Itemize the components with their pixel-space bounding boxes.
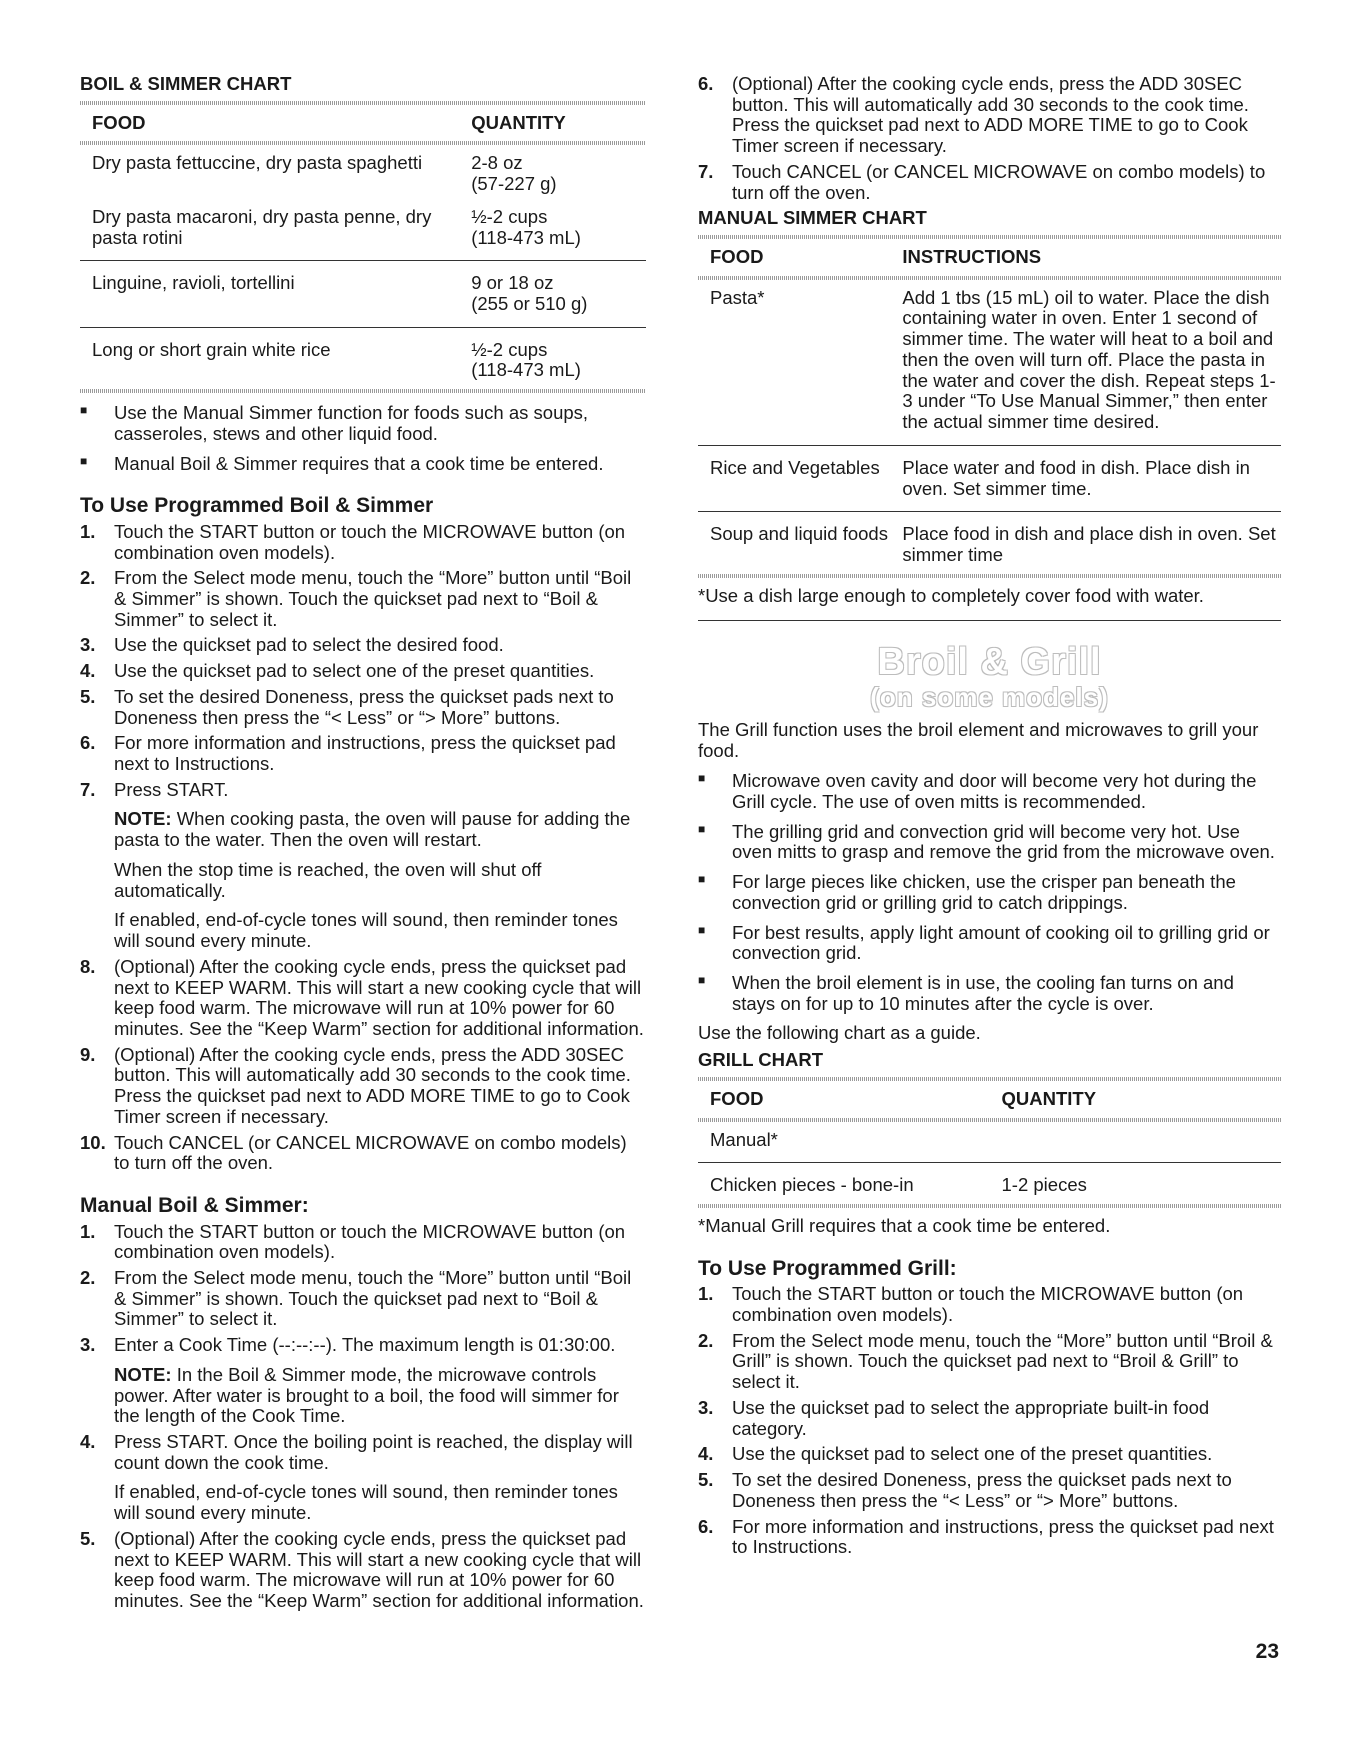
note-text: NOTE: In the Boil & Simmer mode, the microwave controls power. After water is brought to a boil, the food will simmer for the length of the Cook Time. [114,1363,619,1427]
list-item: 2. From the Select mode menu, touch the “More” button until “Boil & Simmer” is shown. Touch the quickset pad next to “Boil & Simmer” to select it. [80,567,632,630]
section-subtitle: (on some models) [870,682,1109,713]
chart-divider [80,389,646,393]
list-item: 2. From the Select mode menu, touch the “More” button until “Boil & Simmer” is shown. Touch the quickset pad next to “Boil & Simmer” to select it. [80,1266,632,1330]
note-text: NOTE: When cooking pasta, the oven will pause for adding the pasta to the water. Then the oven will restart. [114,808,631,851]
quantity-cell [990,1122,1282,1163]
col-header-quantity: QUANTITY [471,111,566,133]
list-item: 7. Press START. NOTE: When cooking pasta, the oven will pause for adding the pasta to the water. Then the oven will restart. When the stop time is reached, the oven will shut off automatically. If enabled, end-of-cycle tones will sound, then reminder tones will sound every minute. [80,780,646,952]
list-item: ■ Use the Manual Simmer function for foods such as soups, casseroles, stews and other liquid food. [80,403,646,444]
section-title: Broil & Grill [877,641,1102,684]
boil-chart-title: BOIL & SIMMER CHART [80,73,292,94]
quantity-cell: 2-8 oz (57-227 g) [471,152,557,195]
list-item: 7. Touch CANCEL (or CANCEL MICROWAVE on combo models) to turn off the oven. [698,160,1266,203]
page-number: 23 [1255,1640,1279,1663]
left-column [80,74,646,1617]
table-row [80,199,646,261]
list-item: 3. Use the quickset pad to select the desired food. [80,634,504,656]
col-header-food: FOOD [92,111,146,133]
instructions-cell: Place water and food in dish. Place dish in oven. Set simmer time. [890,445,1281,511]
programmed-grill-steps [698,1284,1281,1558]
list-item: 6. For more information and instructions, press the quickset pad next to Instructions. [80,732,616,775]
quantity-cell: 1-2 pieces [1001,1174,1087,1196]
list-item: 10. Touch CANCEL (or CANCEL MICROWAVE on combo models) to turn off the oven. [80,1131,627,1174]
programmed-grill-heading: To Use Programmed Grill: [698,1256,957,1280]
table-row [698,1122,1281,1163]
list-item: ■ For large pieces like chicken, use the crisper pan beneath the convection grid or grilling grid to catch drippings. [698,872,1281,913]
grill-chart-title: GRILL CHART [698,1049,824,1071]
simmer-footnote: *Use a dish large enough to completely cover food with water. [698,584,1204,606]
list-item: 1. Touch the START button or touch the MICROWAVE button (on combination oven models). [80,520,626,563]
table-row [698,1163,1281,1204]
list-item: ■ When the broil element is in use, the cooling fan turns on and stays on for up to 10 minutes after the cycle is over. [698,973,1281,1014]
table-row [698,512,1281,574]
col-header-quantity: QUANTITY [1001,1087,1097,1109]
section-heading [698,643,1281,711]
food-cell: Linguine, ravioli, tortellini [80,261,459,327]
table-header-row [698,239,1281,276]
table-header-row [80,105,646,142]
list-item: 2. From the Select mode menu, touch the “More” button until “Broil & Grill” is shown. Touch the quickset pad next to “Broil & Grill” to select it. [698,1329,1273,1393]
food-cell: Chicken pieces - bone-in [710,1174,914,1196]
grill-notes-list [698,771,1281,1014]
quantity-cell: ½-2 cups (118-473 mL) [471,338,581,381]
list-item: 9. (Optional) After the cooking cycle ends, press the ADD 30SEC button. This will automatically add 30 seconds to the cook time. Press the quickset pad next to ADD MORE TIME to go to Cook Timer screen if necessary. [80,1043,631,1127]
table-row [80,261,646,327]
quantity-cell: 9 or 18 oz (255 or 510 g) [459,261,646,327]
list-item: 5. To set the desired Doneness, press the quickset pads next to Doneness then press the “< Less” or “> More” buttons. [80,685,614,728]
simmer-chart-title: MANUAL SIMMER CHART [698,207,927,229]
chart-divider [698,1204,1281,1208]
list-item: 1. Touch the START button or touch the MICROWAVE button (on combination oven models). [80,1220,626,1263]
boil-simmer-chart [80,105,646,389]
food-cell: Dry pasta fettuccine, dry pasta spaghetti [92,152,423,174]
table-row [80,327,646,389]
list-item: ■ For best results, apply light amount of cooking oil to grilling grid or convection grid. [698,923,1281,964]
food-cell: Rice and Vegetables [698,445,890,511]
section-divider [698,620,1281,621]
grill-footnote: *Manual Grill requires that a cook time be entered. [698,1215,1111,1237]
list-item: ■ Microwave oven cavity and door will become very hot during the Grill cycle. The use of oven mitts is recommended. [698,771,1281,812]
manual-simmer-chart [698,239,1281,574]
col-header-food: FOOD [710,1087,764,1109]
list-item: 4. Press START. Once the boiling point is reached, the display will count down the cook time. If enabled, end-of-cycle tones will sound, then reminder tones will sound every minute. [80,1430,633,1524]
boil-notes-list [80,403,646,474]
programmed-boil-steps [80,522,646,1174]
list-item: ■ Manual Boil & Simmer requires that a cook time be entered. [80,454,646,475]
table-row [698,280,1281,446]
col-header-food: FOOD [710,246,764,268]
list-item: 5. To set the desired Doneness, press the quickset pads next to Doneness then press the “< Less” or “> More” buttons. [698,1469,1232,1511]
list-item: 6. For more information and instructions, press the quickset pad next to Instructions. [698,1515,1274,1558]
grill-intro: The Grill function uses the broil element and microwaves to grill your food. [698,718,1259,761]
food-cell: Soup and liquid foods [710,523,888,545]
food-cell: Dry pasta macaroni, dry pasta penne, dry pasta rotini [80,199,459,261]
list-item: 3. Use the quickset pad to select the appropriate built-in food category. [698,1396,1210,1439]
food-cell: Long or short grain white rice [92,338,331,360]
list-item: ■ The grilling grid and convection grid will become very hot. Use oven mitts to grasp and remove the grid from the microwave oven. [698,822,1281,863]
col-header-instructions: INSTRUCTIONS [902,246,1042,268]
food-cell: Pasta* [698,280,890,446]
food-cell: Manual* [698,1122,990,1163]
grill-chart [698,1081,1281,1204]
manual-boil-steps [80,1222,646,1612]
table-row [80,145,646,198]
list-item: 3. Enter a Cook Time (--:--:--). The maximum length is 01:30:00. NOTE: In the Boil & Simmer mode, the microwave controls power. After water is brought to a boil, the food will simmer for the length of the Cook Time. [80,1335,646,1427]
table-row [698,445,1281,511]
right-column [698,74,1281,1563]
manual-boil-steps-continued [698,74,1281,203]
manual-boil-heading: Manual Boil & Simmer: [80,1193,309,1217]
instructions-cell: Place food in dish and place dish in oven. Set simmer time [902,523,1276,565]
guide-text: Use the following chart as a guide. [698,1022,981,1044]
instructions-cell: Add 1 tbs (15 mL) oil to water. Place the dish containing water in oven. Enter 1 second of simmer time. The water will heat to a boil and then the oven will turn off. Place the pasta in the water and cover the dish. Repeat steps 1-3 under “To Use Manual Simmer,” then enter the actual simmer time desired. [890,280,1281,446]
list-item: 8. (Optional) After the cooking cycle ends, press the quickset pad next to KEEP WARM. This will start a new cooking cycle that will keep food warm. The microwave will run at 10% power for 60 minutes. See the “Keep Warm” section for additional information. [80,955,644,1039]
list-item: 1. Touch the START button or touch the MICROWAVE button (on combination oven models). [698,1283,1244,1326]
chart-divider [698,574,1281,578]
programmed-boil-heading: To Use Programmed Boil & Simmer [80,494,434,518]
list-item: 5. (Optional) After the cooking cycle ends, press the quickset pad next to KEEP WARM. This will start a new cooking cycle that will keep food warm. The microwave will run at 10% power for 60 minutes. See the “Keep Warm” section for additional information. [80,1527,644,1611]
list-item: 6. (Optional) After the cooking cycle ends, press the ADD 30SEC button. This will automatically add 30 seconds to the cook time. Press the quickset pad next to ADD MORE TIME to go to Cook Timer screen if necessary. [698,73,1249,157]
list-item: 4. Use the quickset pad to select one of the preset quantities. [80,660,595,682]
list-item: 4. Use the quickset pad to select one of the preset quantities. [698,1443,1213,1465]
table-header-row [698,1081,1281,1118]
quantity-cell: ½-2 cups (118-473 mL) [459,199,646,261]
